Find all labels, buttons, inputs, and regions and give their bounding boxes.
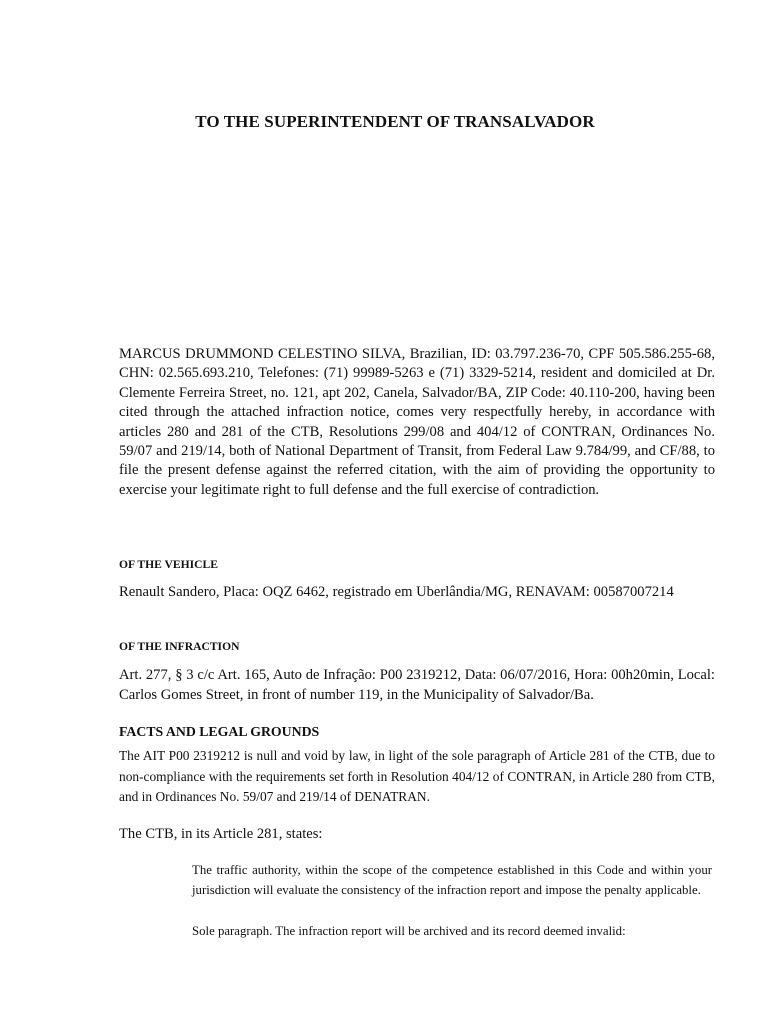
vehicle-heading: OF THE VEHICLE bbox=[119, 558, 219, 571]
facts-heading: FACTS AND LEGAL GROUNDS bbox=[119, 724, 320, 739]
ctb-intro-paragraph: The CTB, in its Article 281, states: bbox=[119, 826, 323, 842]
intro-paragraph: MARCUS DRUMMOND CELESTINO SILVA, Brazilian, ID: 03.797.236-70, CPF 505.586.255-68, CHN: 02.565.693.210, Telefones: (71) 99989-5263 e (71) 3329-5214, resident and domiciled at Dr. Clemente Ferreira Street, no. 121, apt 202, Canela, Salvador/BA, ZIP Code: 40.110-200, having been cited through the attached infraction notice, comes very respectfully hereby, in accordance with articles 280 and 281 of the CTB, Resolutions 299/08 and 404/12 of CONTRAN, Ordinances No. 59/07 and 219/14, both of National Department of Transit, from Federal Law 9.784/99, and CF/88, to file the present defense against the referred citation, with the aim of providing the opportunity to exercise your legitimate right to full defense and the full exercise of contradiction. bbox=[119, 346, 715, 498]
infraction-heading: OF THE INFRACTION bbox=[119, 640, 240, 653]
document-title: TO THE SUPERINTENDENT OF TRANSALVADOR bbox=[195, 112, 595, 131]
quote-paragraph-2: Sole paragraph. The infraction report will be archived and its record deemed invalid: bbox=[192, 924, 626, 938]
infraction-paragraph: Art. 277, § 3 c/c Art. 165, Auto de Infração: P00 2319212, Data: 06/07/2016, Hora: 00h20min, Local: Carlos Gomes Street, in front of number 119, in the Municipality of Salvador/Ba. bbox=[119, 667, 715, 703]
facts-paragraph: The AIT P00 2319212 is null and void by law, in light of the sole paragraph of Article 281 of the CTB, due to non-compliance with the requirements set forth in Resolution 404/12 of CONTRAN, in Article 280 from CTB, and in Ordinances No. 59/07 and 219/14 of DENATRAN. bbox=[119, 748, 715, 804]
vehicle-paragraph: Renault Sandero, Placa: OQZ 6462, registrado em Uberlândia/MG, RENAVAM: 00587007214 bbox=[119, 584, 674, 600]
quote-paragraph-1: The traffic authority, within the scope of the competence established in this Code and within your jurisdiction will evaluate the consistency of the infraction report and impose the penalty applicable. bbox=[192, 863, 712, 897]
